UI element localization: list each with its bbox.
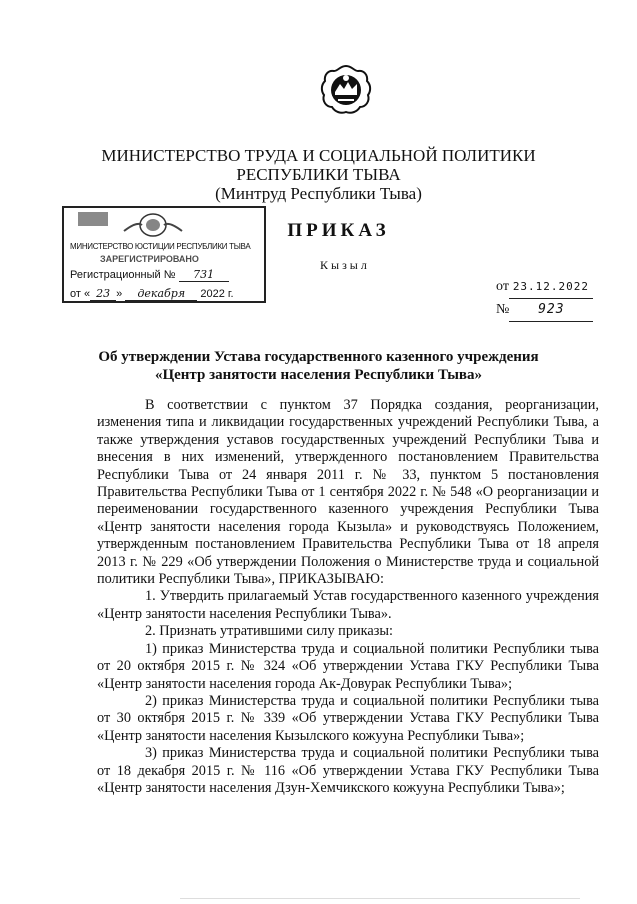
scan-edge-divider [180,898,580,899]
document-body [97,397,599,797]
item-2-paragraph: 2. Признать утратившими силу приказы: [145,623,393,640]
document-date-number [496,276,593,322]
ministry-header [0,146,637,203]
ministry-short-name: (Минтруд Республики Тыва) [215,184,422,203]
document-number-value: 923 [509,299,593,322]
document-date-line [496,276,593,299]
ministry-name-line1: МИНИСТЕРСТВО ТРУДА И СОЦИАЛЬНОЙ ПОЛИТИКИ [101,146,536,165]
document-title [0,348,637,384]
document-date-value: 23.12.2022 [509,276,593,299]
item-1-paragraph: 1. Утвердить прилагаемый Устав государственного казенного учреждения «Центр занятости населения Республики Тыва». [97,588,599,622]
subitem-2-paragraph: 2) приказ Министерства труда и социальной политики Республики тыва от 30 октября 2015 г. № 339 «Об утверждении Устава ГКУ Республики Тыва «Центр занятости населения Кызылского кожууна Республики Тыва»; [97,692,599,744]
stamp-date-prefix: от « [70,288,91,300]
ministry-name-line2: РЕСПУБЛИКИ ТЫВА [236,165,401,184]
stamp-reg-label: Регистрационный № [70,269,176,281]
document-title-line2: «Центр занятости населения Республики Тыва» [154,367,483,383]
stamp-reg-number-line [70,268,229,282]
stamp-date-month: декабря [125,287,197,301]
document-type: ПРИКАЗ [287,220,390,241]
document-date-label: от [496,279,509,294]
stamp-date-year: 2022 г. [200,288,234,300]
stamp-reg-number: 731 [179,268,229,282]
subitem-3-paragraph: 3) приказ Министерства труда и социальной политики Республики тыва от 18 декабря 2015 г. № 116 «Об утверждении Устава ГКУ Республики Тыва «Центр занятости населения Дзун-Хемчикского кожууна Республики Тыва»; [97,745,599,796]
stamp-date-line [70,287,234,301]
document-title-line1: Об утверждении Устава государственного казенного учреждения [98,349,539,365]
document-number-line [496,299,593,322]
subitem-1-paragraph: 1) приказ Министерства труда и социальной политики Республики тыва от 20 октября 2015 г. № 324 «Об утверждении Устава ГКУ Республики Тыва «Центр занятости населения города Ак-Довурак Республики Тыва»; [97,640,599,692]
document-city: Кызыл [320,258,370,272]
document-number-label: № [496,302,510,317]
stamp-date-mid: » [116,288,123,300]
stamp-registered: ЗАРЕГИСТРИРОВАНО [100,254,199,264]
stamp-authority: МИНИСТЕРСТВО ЮСТИЦИИ РЕСПУБЛИКИ ТЫВА [70,242,251,251]
preamble-paragraph: В соответствии с пунктом 37 Порядка создания, реорганизации, изменения типа и ликвидации государственных учреждений Республики Тыва, а также утверждения уставов государственных учреждений Республики Тыва и внесения в них изменений, утвержденного постановлением Правительства Республики Тыва от 24 января 2011 г. № 33, пунктом 5 постановления Правительства Республики Тыва от 1 сентября 2022 г. № 548 «О реорганизации и переименовании государственного казенного учреждения Республики Тыва «Центр занятости населения города Кызыла» и руководствуясь Положением, утвержденным постановлением Правительства Республики Тыва от 18 апреля 2013 г. № 229 «Об утверждении Положения о Министерстве труда и социальной политики Республики Тыва», ПРИКАЗЫВАЮ: [97,397,599,588]
tuva-emblem-icon [318,62,374,118]
stamp-date-day: 23 [90,287,116,301]
